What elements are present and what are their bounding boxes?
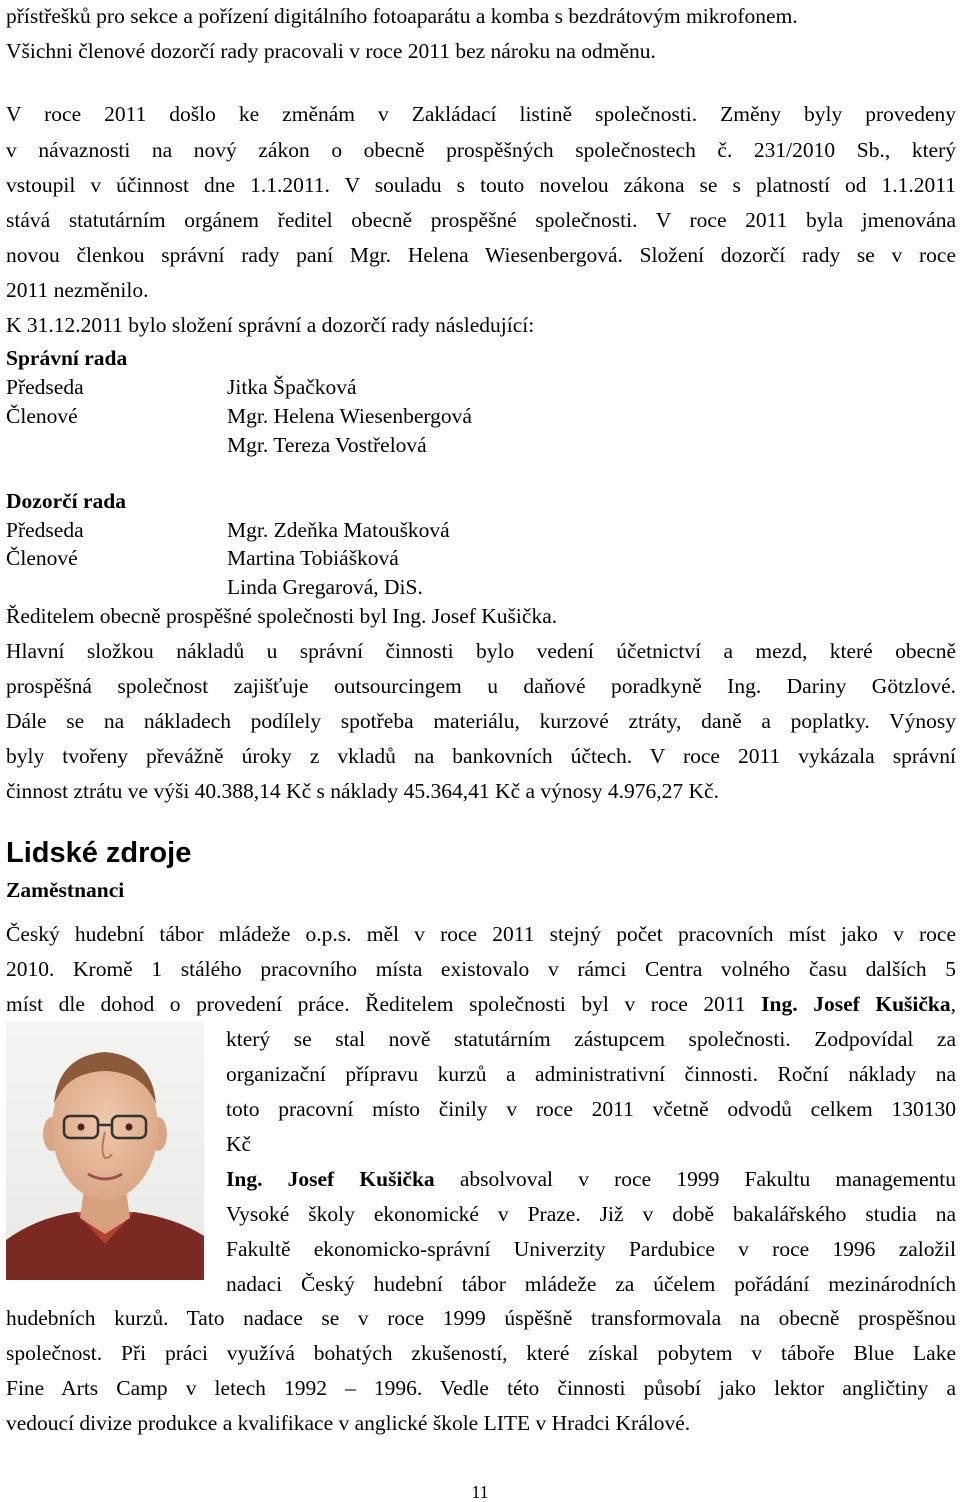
costs-line-5: činnost ztrátu ve výši 40.388,14 Kč s náklady 45.364,41 Kč a výnosy 4.976,27 Kč.: [6, 779, 719, 803]
intro-line-2: Všichni členové dozorčí rady pracovali v roce 2011 bez nároku na odměnu.: [6, 39, 656, 63]
wrap1-line-4: Kč: [226, 1132, 252, 1156]
supervisory-member-2: Linda Gregarová, DiS.: [227, 575, 423, 599]
bio-full-line-3: Fine Arts Camp v letech 1992 – 1996. Vedle této činnosti působí jako lektor angličtiny a: [6, 1376, 956, 1400]
staff-line-2: 2010. Kromě 1 stálého pracovního místa existovalo v rámci Centra volného času dalších 5: [6, 957, 956, 981]
staff-line-1: Český hudební tábor mládeže o.p.s. měl v roce 2011 stejný počet pracovních míst jako v roce: [6, 922, 956, 946]
wrap1-line-3: toto pracovní místo činily v roce 2011 včetně odvodů celkem 130130: [226, 1097, 956, 1121]
bio-full-line-1: hudebních kurzů. Tato nadace se v roce 1999 úspěšně transformovala na obecně prospěšnou: [6, 1306, 956, 1330]
supervisory-title: Dozorčí rada: [6, 489, 127, 513]
para2-line-6: 2011 nezměnilo.: [6, 278, 149, 302]
para2-line-5: novou členkou správní rady paní Mgr. Helena Wiesenbergová. Složení dozorčí rady se v roce: [6, 243, 956, 267]
wrap2-line-3: nadaci Český hudební tábor mládeže za účelem pořádání mezinárodních: [226, 1272, 956, 1296]
wrap2-line-2: Fakultě ekonomicko-správní Univerzity Pardubice v roce 1996 založil: [226, 1237, 956, 1261]
wrap1-line-2: organizační přípravu kurzů a administrativní činnosti. Roční náklady na: [226, 1062, 956, 1086]
para2-line-2: v návaznosti na nový zákon o obecně prospěšných společnostech č. 231/2010 Sb., který: [6, 138, 956, 162]
board-chair-name: Jitka Špačková: [227, 375, 357, 399]
supervisory-chair-label: Předseda: [6, 518, 84, 542]
supervisory-members-label: Členové: [6, 546, 78, 570]
board-member-2: Mgr. Tereza Vostřelová: [227, 433, 427, 457]
staff-line-3-comma: ,: [950, 992, 956, 1016]
para2-line-4: stává statutárním orgánem ředitel obecně prospěšné společnosti. V roce 2011 byla jmenována: [6, 208, 956, 232]
portrait-image: [6, 1022, 204, 1280]
para2-line-7: K 31.12.2011 bylo složení správní a dozorčí rady následující:: [6, 313, 535, 337]
wrap2-line-1: Vysoké školy ekonomické v Praze. Již v době bakalářského studia na: [226, 1202, 956, 1226]
bio-full-line-2: společnost. Při práci využívá bohatých zkušeností, které získal pobytem v táboře Blue Lake: [6, 1341, 956, 1365]
intro-line-1: přístřešků pro sekce a pořízení digitálního fotoaparátu a komba s bezdrátovým mikrofonem.: [6, 4, 798, 28]
bio-line-1: [226, 1169, 956, 1191]
board-chair-label: Předseda: [6, 375, 84, 399]
portrait-photo: [6, 1022, 204, 1280]
supervisory-chair-name: Mgr. Zdeňka Matoušková: [227, 518, 450, 542]
costs-line-4: byly tvořeny převážně úroky z vkladů na bankovních účtech. V roce 2011 vykázala správní: [6, 744, 956, 768]
page-number: 11: [471, 1482, 489, 1502]
bio-name: Ing. Josef Kušička: [226, 1167, 435, 1191]
costs-line-2: prospěšná společnost zajišťuje outsourcingem u daňové poradkyně Ing. Dariny Götzlové.: [6, 674, 956, 698]
para2-line-3: vstoupil v účinnost dne 1.1.2011. V souladu s touto novelou zákona se s platností od 1.1.2011: [6, 173, 956, 197]
staff-line-3-text: míst dle dohod o provedení práce. Ředitelem společnosti byl v roce 2011: [6, 992, 762, 1016]
costs-line-1: Hlavní složkou nákladů u správní činnosti bylo vedení účetnictví a mezd, které obecně: [6, 639, 956, 663]
bio-line-1-text: absolvoval v roce 1999 Fakultu managementu: [434, 1167, 956, 1191]
subsection-title: Zaměstnanci: [6, 878, 125, 902]
para2-line-1: V roce 2011 došlo ke změnám v Zakládací listině společnosti. Změny byly provedeny: [6, 102, 956, 126]
staff-line-3: [6, 994, 956, 1016]
director-line: Ředitelem obecně prospěšné společnosti byl Ing. Josef Kušička.: [6, 604, 558, 628]
board-title: Správní rada: [6, 346, 128, 370]
board-member-1: Mgr. Helena Wiesenbergová: [227, 404, 472, 428]
director-name: Ing. Josef Kušička: [761, 992, 951, 1016]
section-title: Lidské zdroje: [6, 837, 192, 869]
wrap1-line-1: který se stal nově statutárním zástupcem společnosti. Zodpovídal za: [226, 1027, 956, 1051]
board-members-label: Členové: [6, 404, 78, 428]
costs-line-3: Dále se na nákladech podílely spotřeba materiálu, kurzové ztráty, daně a poplatky. Výnosy: [6, 709, 956, 733]
bio-full-line-4: vedoucí divize produkce a kvalifikace v anglické škole LITE v Hradci Králové.: [6, 1411, 691, 1435]
supervisory-member-1: Martina Tobiášková: [227, 546, 399, 570]
